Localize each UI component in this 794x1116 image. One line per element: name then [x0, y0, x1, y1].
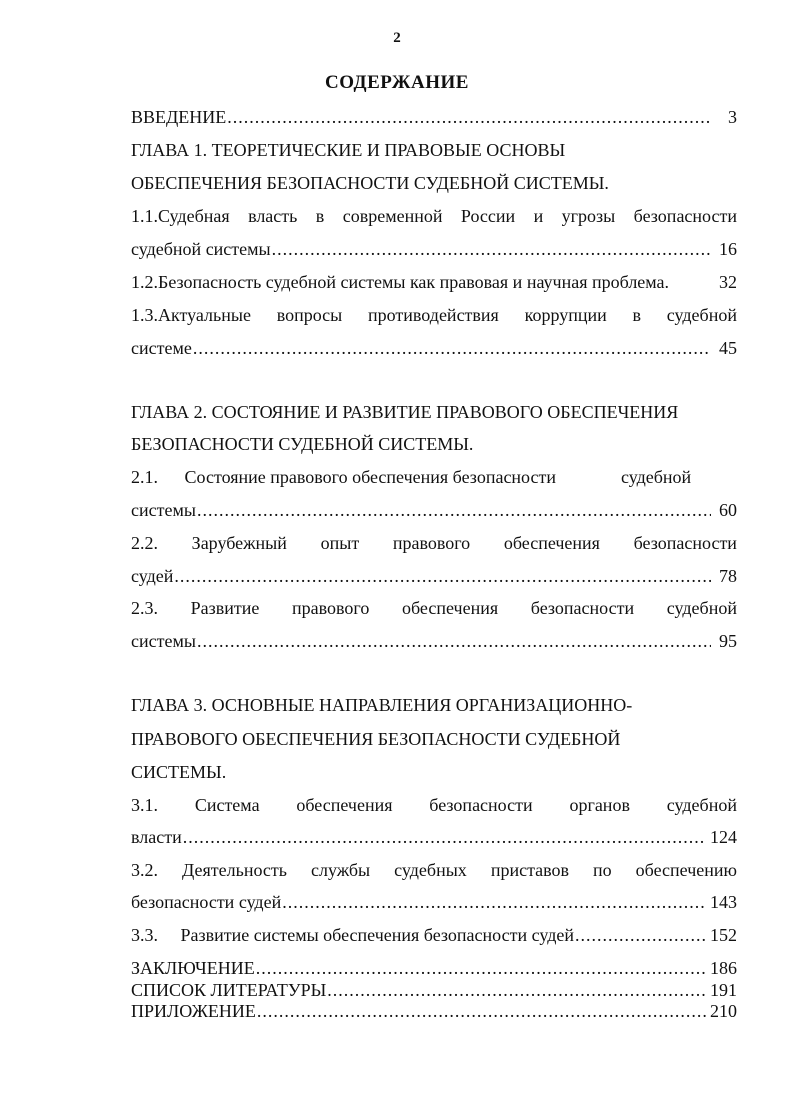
toc-page-number: 16 [719, 239, 737, 259]
word: 2.3. [131, 598, 158, 618]
toc-entry-3-1-cont [131, 825, 737, 849]
toc-entry-1-3 [131, 303, 737, 327]
word: 2.2. [131, 533, 158, 553]
leader-dots [174, 564, 711, 588]
leader-dots [575, 923, 706, 947]
toc-page-number: 60 [719, 500, 737, 520]
toc-entry-label: СПИСОК ЛИТЕРАТУРЫ [131, 980, 327, 1000]
toc-entry-label: ВВЕДЕНИЕ [131, 107, 227, 127]
toc-page-number: 152 [710, 925, 737, 945]
toc-entry-2-1 [131, 465, 737, 489]
word: безопасности [530, 598, 635, 618]
word: обеспечению [635, 860, 737, 880]
word: в [315, 206, 325, 226]
word: судебной [666, 598, 737, 618]
page-number: 2 [393, 30, 401, 46]
word: Развитие [190, 598, 260, 618]
word: обеспечения [296, 795, 393, 815]
word: органов [569, 795, 630, 815]
leader-dots [256, 956, 706, 980]
word: судебных [394, 860, 467, 880]
word: Система [194, 795, 260, 815]
chapter-3-heading-line-3: СИСТЕМЫ. [131, 762, 227, 782]
word: власть [248, 206, 298, 226]
word: Деятельность [182, 860, 287, 880]
word: правового [292, 598, 370, 618]
toc-entry-2-3-cont [131, 629, 737, 653]
word: опыт [320, 533, 360, 553]
toc-entry-label: безопасности судей [131, 892, 282, 912]
word: 3.1. [131, 795, 158, 815]
toc-page-number: 95 [719, 631, 737, 651]
word: обеспечения [503, 533, 600, 553]
toc-page-number: 78 [719, 566, 737, 586]
toc-entry-2-2 [131, 531, 737, 555]
toc-entry-1-1 [131, 204, 737, 228]
toc-entry-3-1 [131, 793, 737, 817]
word: безопасности [633, 206, 737, 226]
toc-entry-3-2-cont [131, 890, 737, 914]
toc-entry-1-1-cont [131, 237, 737, 261]
word: безопасности [633, 533, 737, 553]
toc-page-number: 143 [710, 892, 737, 912]
toc-page-number: 45 [719, 338, 737, 358]
word: судебной [666, 305, 737, 325]
chapter-2-heading-line-1: ГЛАВА 2. СОСТОЯНИЕ И РАЗВИТИЕ ПРАВОВОГО ОБЕСПЕЧЕНИЯ [131, 402, 679, 422]
word: угрозы [561, 206, 616, 226]
word: обеспечения [402, 598, 499, 618]
page-title: СОДЕРЖАНИЕ [325, 72, 469, 93]
leader-dots [227, 105, 711, 129]
section-number: 2.1. [131, 467, 158, 487]
word: правового [392, 533, 471, 553]
word: и [533, 206, 544, 226]
leader-dots [183, 825, 706, 849]
word: по [593, 860, 612, 880]
toc-entry-label: ЗАКЛЮЧЕНИЕ [131, 958, 255, 978]
word: 1.1.Судебная [131, 206, 230, 226]
toc-entry-2-1-cont [131, 498, 737, 522]
word: России [460, 206, 516, 226]
toc-entry-appendix [131, 999, 737, 1023]
leader-dots [257, 999, 706, 1023]
word: современной [342, 206, 443, 226]
toc-entry-2-3 [131, 596, 737, 620]
toc-entry-label: системе [131, 338, 192, 358]
toc-entry-2-2-cont [131, 564, 737, 588]
word: приставов [490, 860, 570, 880]
leader-dots [197, 629, 711, 653]
toc-entry-label: судей [131, 566, 174, 586]
toc-page-number: 191 [710, 980, 737, 1000]
toc-entry-label: 1.2.Безопасность судебной системы как правовая и научная проблема. [131, 272, 670, 292]
toc-page-number: 186 [710, 958, 737, 978]
toc-entry-label: системы [131, 631, 196, 651]
chapter-1-heading-line-1: ГЛАВА 1. ТЕОРЕТИЧЕСКИЕ И ПРАВОВЫЕ ОСНОВЫ [131, 140, 566, 160]
toc-entry-label: 3.3. Развитие системы обеспечения безопасности судей [131, 925, 575, 945]
toc-page-number: 3 [728, 107, 737, 127]
toc-entry-3-2 [131, 858, 737, 882]
word: 3.2. [131, 860, 158, 880]
toc-entry-label: ПРИЛОЖЕНИЕ [131, 1001, 256, 1021]
toc-page-number: 210 [710, 1001, 737, 1021]
word: вопросы [276, 305, 343, 325]
toc-entry-3-3 [131, 923, 737, 947]
word: безопасности [429, 795, 533, 815]
word: 1.3.Актуальные [131, 305, 251, 325]
toc-entry-label: системы [131, 500, 196, 520]
word: службы [310, 860, 371, 880]
word: Зарубежный [191, 533, 287, 553]
word: в [632, 305, 641, 325]
toc-entry-label: Состояние правового обеспечения безопасности [184, 467, 556, 487]
chapter-3-heading-line-1: ГЛАВА 3. ОСНОВНЫЕ НАПРАВЛЕНИЯ ОРГАНИЗАЦИОННО- [131, 695, 633, 715]
chapter-2-heading-line-2: БЕЗОПАСНОСТИ СУДЕБНОЙ СИСТЕМЫ. [131, 434, 474, 454]
word: противодействия [368, 305, 499, 325]
leader-dots [193, 336, 711, 360]
toc-entry-1-2 [131, 270, 737, 294]
word: коррупции [524, 305, 607, 325]
toc-entry-1-3-cont [131, 336, 737, 360]
toc-page-number: 32 [719, 272, 737, 292]
leader-dots [282, 890, 706, 914]
leader-dots [272, 237, 711, 261]
word: судебной [666, 795, 737, 815]
toc-entry-intro [131, 105, 737, 129]
chapter-3-heading-line-2: ПРАВОВОГО ОБЕСПЕЧЕНИЯ БЕЗОПАСНОСТИ СУДЕБНОЙ [131, 729, 621, 749]
toc-page-number: 124 [710, 827, 737, 847]
toc-entry-label: судебной системы [131, 239, 271, 259]
toc-entry-conclusion [131, 956, 737, 980]
toc-entry-label: власти [131, 827, 182, 847]
leader-dots [197, 498, 711, 522]
chapter-1-heading-line-2: ОБЕСПЕЧЕНИЯ БЕЗОПАСНОСТИ СУДЕБНОЙ СИСТЕМЫ. [131, 173, 609, 193]
toc-entry-label-tail: судебной [621, 467, 692, 487]
